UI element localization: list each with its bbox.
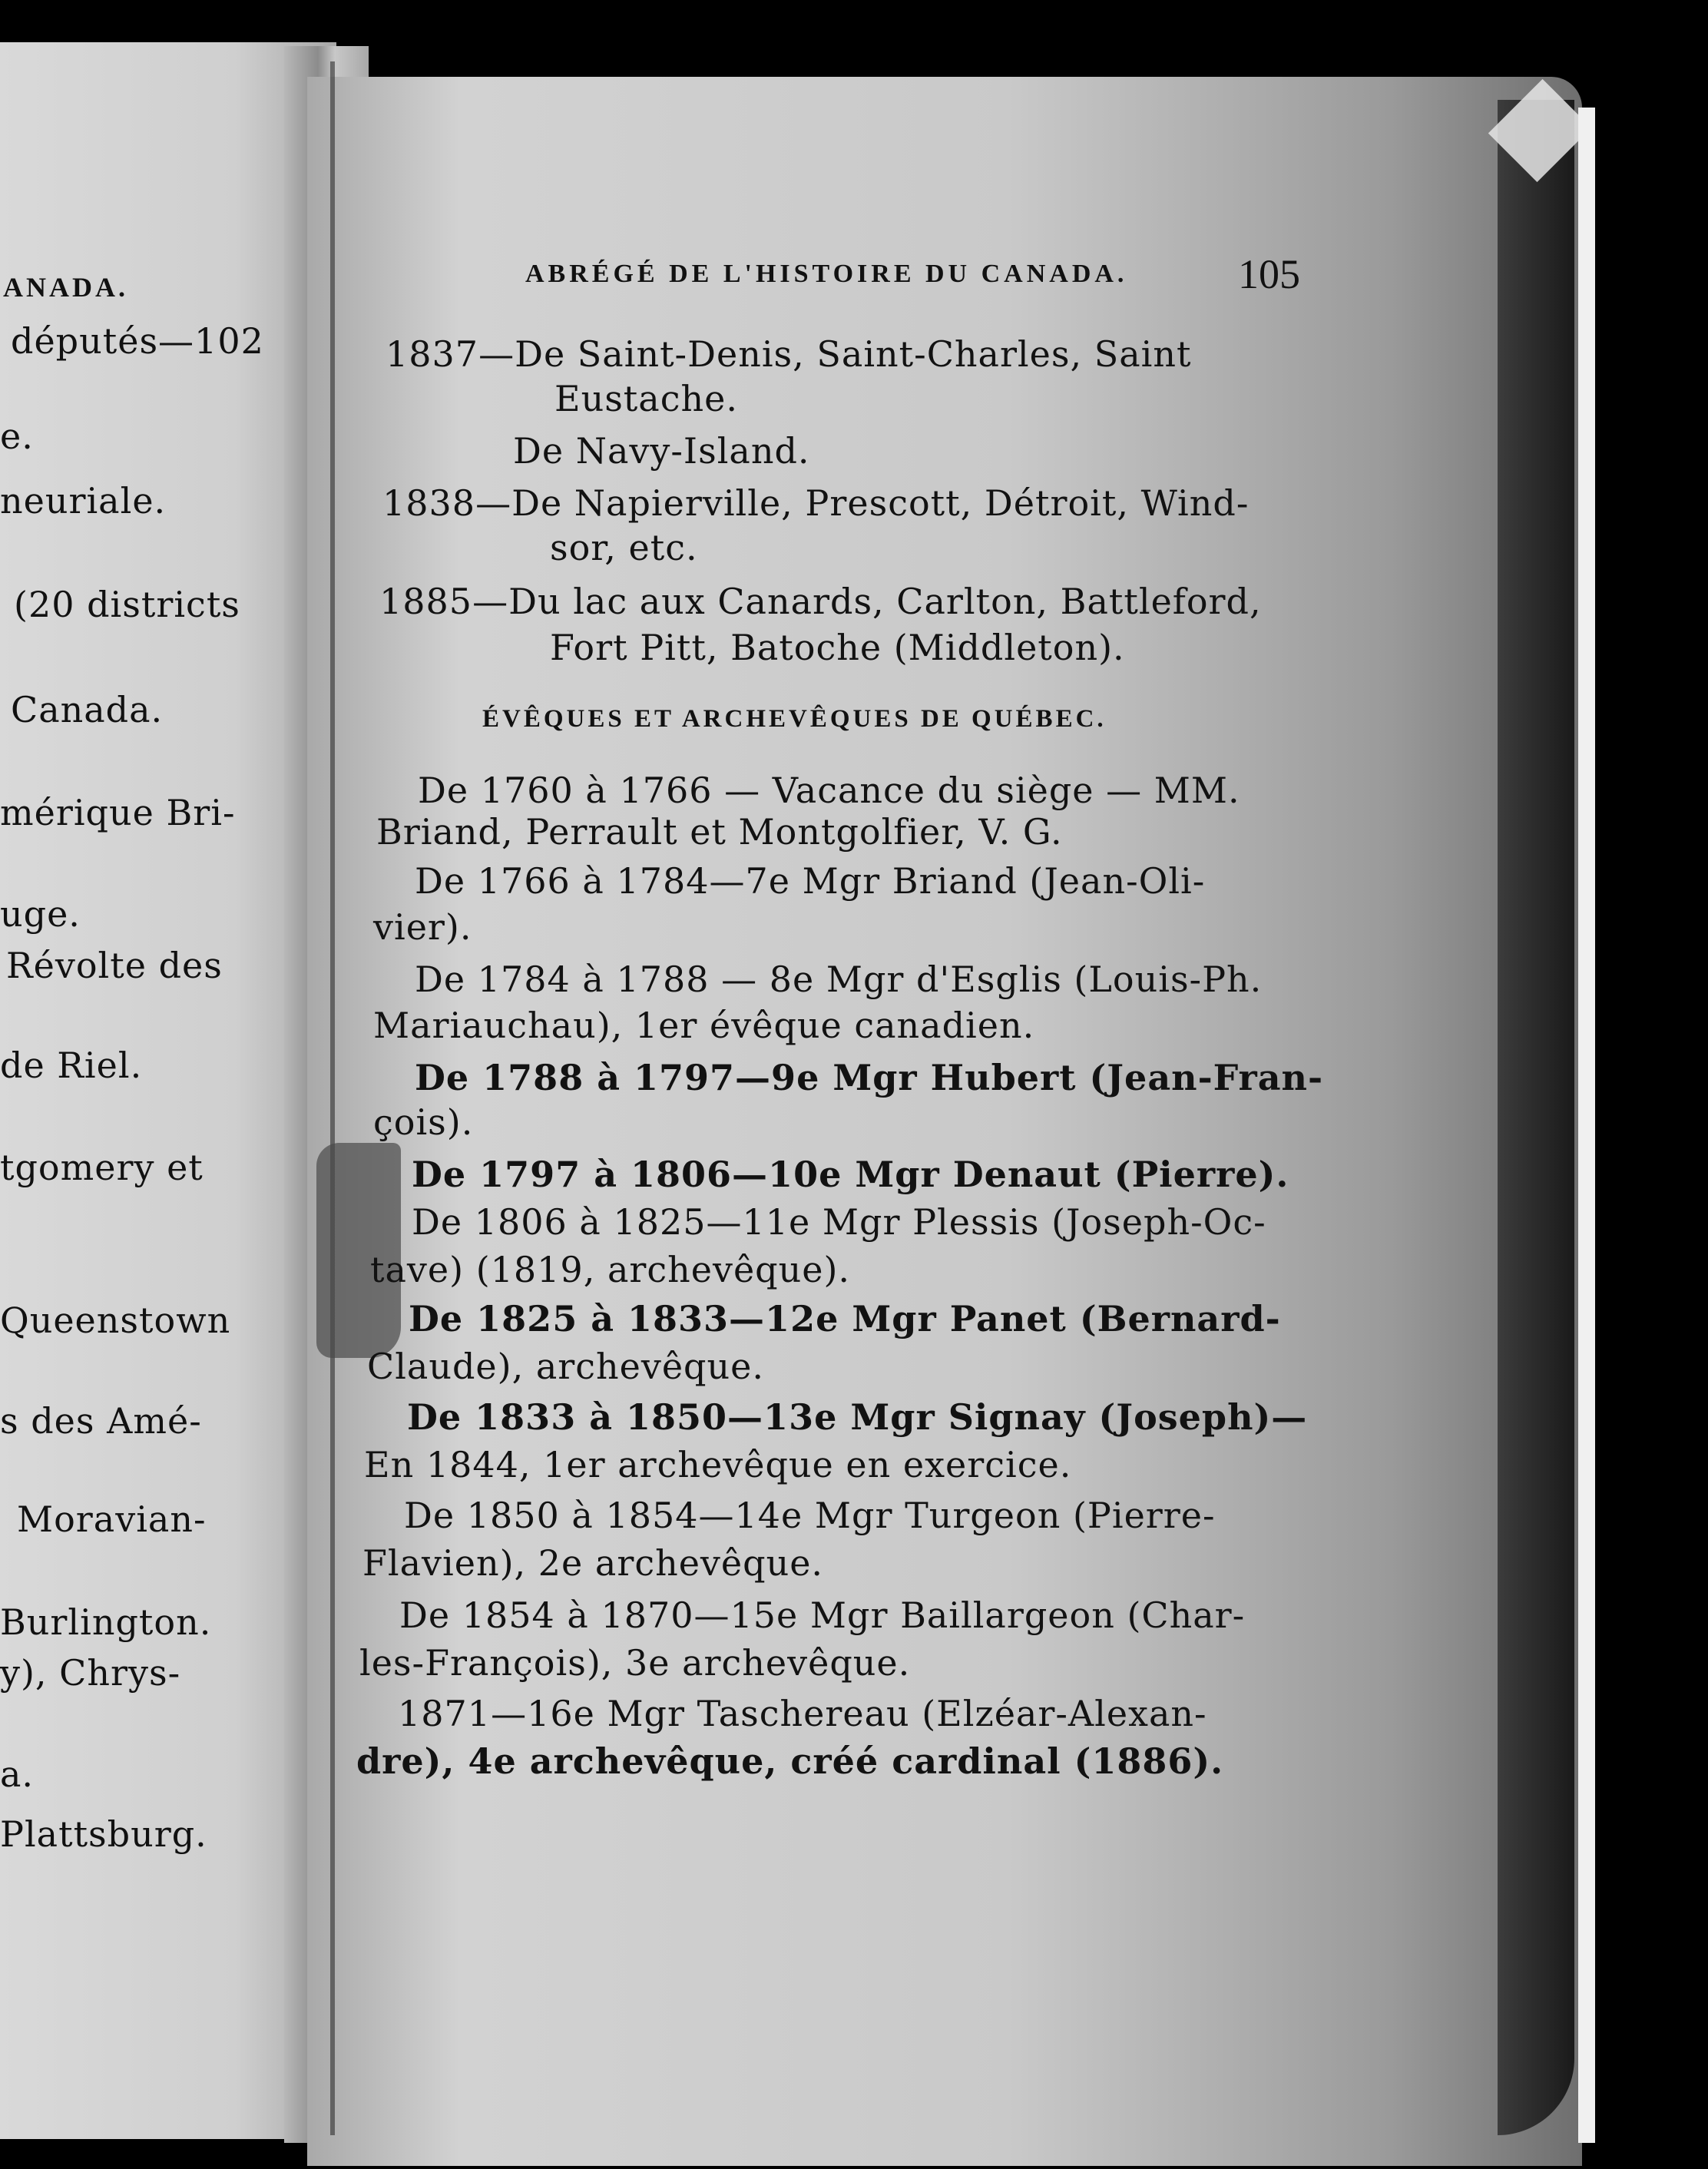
text-line: De 1806 à 1825—11e Mgr Plessis (Joseph-Oc- (412, 1201, 1266, 1243)
text-line: De 1784 à 1788 — 8e Mgr d'Esglis (Louis-Ph. (415, 959, 1263, 1000)
text-line: 1838—De Napierville, Prescott, Détroit, Wind- (382, 482, 1250, 524)
running-head: ABRÉGÉ DE L'HISTOIRE DU CANADA. (525, 260, 1128, 288)
left-line: Plattsburg. (0, 1813, 207, 1855)
page-number: 105 (1238, 251, 1300, 297)
text-line: sor, etc. (550, 527, 698, 568)
left-line: a. (0, 1753, 35, 1795)
text-line: Eustache. (554, 378, 738, 419)
left-line: neuriale. (0, 480, 167, 522)
text-line: De 1788 à 1797—9e Mgr Hubert (Jean-Fran- (415, 1057, 1324, 1098)
left-line: y), Chrys- (0, 1652, 181, 1694)
text-line: De 1766 à 1784—7e Mgr Briand (Jean-Oli- (415, 860, 1206, 902)
text-line: De 1854 à 1870—15e Mgr Baillargeon (Char- (399, 1594, 1246, 1636)
text-line: De 1850 à 1854—14e Mgr Turgeon (Pierre- (404, 1495, 1216, 1536)
left-running-head: ANADA. (3, 272, 128, 303)
text-line: tave) (1819, archevêque). (370, 1249, 851, 1290)
text-line: Flavien), 2e archevêque. (362, 1542, 824, 1584)
left-line: Révolte des (6, 945, 223, 986)
text-line: En 1844, 1er archevêque en exercice. (364, 1444, 1072, 1485)
section-title: ÉVÊQUES ET ARCHEVÊQUES DE QUÉBEC. (482, 705, 1107, 733)
text-line: vier). (373, 906, 472, 948)
left-line: de Riel. (0, 1045, 143, 1086)
text-line: De 1833 à 1850—13e Mgr Signay (Joseph)— (407, 1396, 1308, 1438)
text-line: dre), 4e archevêque, créé cardinal (1886). (356, 1740, 1224, 1782)
right-page (307, 77, 1582, 2166)
scan-border (1578, 108, 1595, 2143)
text-line: De 1825 à 1833—12e Mgr Panet (Bernard- (409, 1298, 1281, 1339)
left-line: e. (0, 416, 34, 457)
left-line: uge. (0, 893, 81, 935)
left-line: (20 districts (14, 584, 240, 625)
text-line: çois). (373, 1101, 474, 1143)
left-line: députés—102 (11, 320, 264, 362)
text-line: 1871—16e Mgr Taschereau (Elzéar-Alexan- (398, 1693, 1207, 1734)
text-line: Claude), archevêque. (367, 1346, 764, 1387)
spine-crack (330, 61, 335, 2135)
text-line: Mariauchau), 1er évêque canadien. (373, 1005, 1035, 1046)
text-line: De Navy-Island. (513, 430, 810, 472)
page-edge-shadow (1498, 100, 1574, 2135)
left-line: mérique Bri- (0, 792, 236, 833)
left-line: Moravian- (17, 1498, 207, 1540)
text-line: De 1760 à 1766 — Vacance du siège — MM. (418, 770, 1240, 811)
left-line: Canada. (11, 689, 164, 730)
left-line: s des Amé- (0, 1400, 202, 1442)
text-line: Fort Pitt, Batoche (Middleton). (550, 627, 1125, 668)
left-line: Queenstown (0, 1300, 231, 1341)
text-line: les-François), 3e archevêque. (359, 1642, 911, 1684)
text-line: 1885—Du lac aux Canards, Carlton, Battleford, (379, 581, 1262, 622)
text-line: 1837—De Saint-Denis, Saint-Charles, Saint (386, 333, 1192, 375)
left-line: Burlington. (0, 1601, 212, 1643)
left-line: tgomery et (0, 1147, 204, 1188)
text-line: De 1797 à 1806—10e Mgr Denaut (Pierre). (412, 1154, 1289, 1195)
text-line: Briand, Perrault et Montgolfier, V. G. (376, 811, 1063, 853)
